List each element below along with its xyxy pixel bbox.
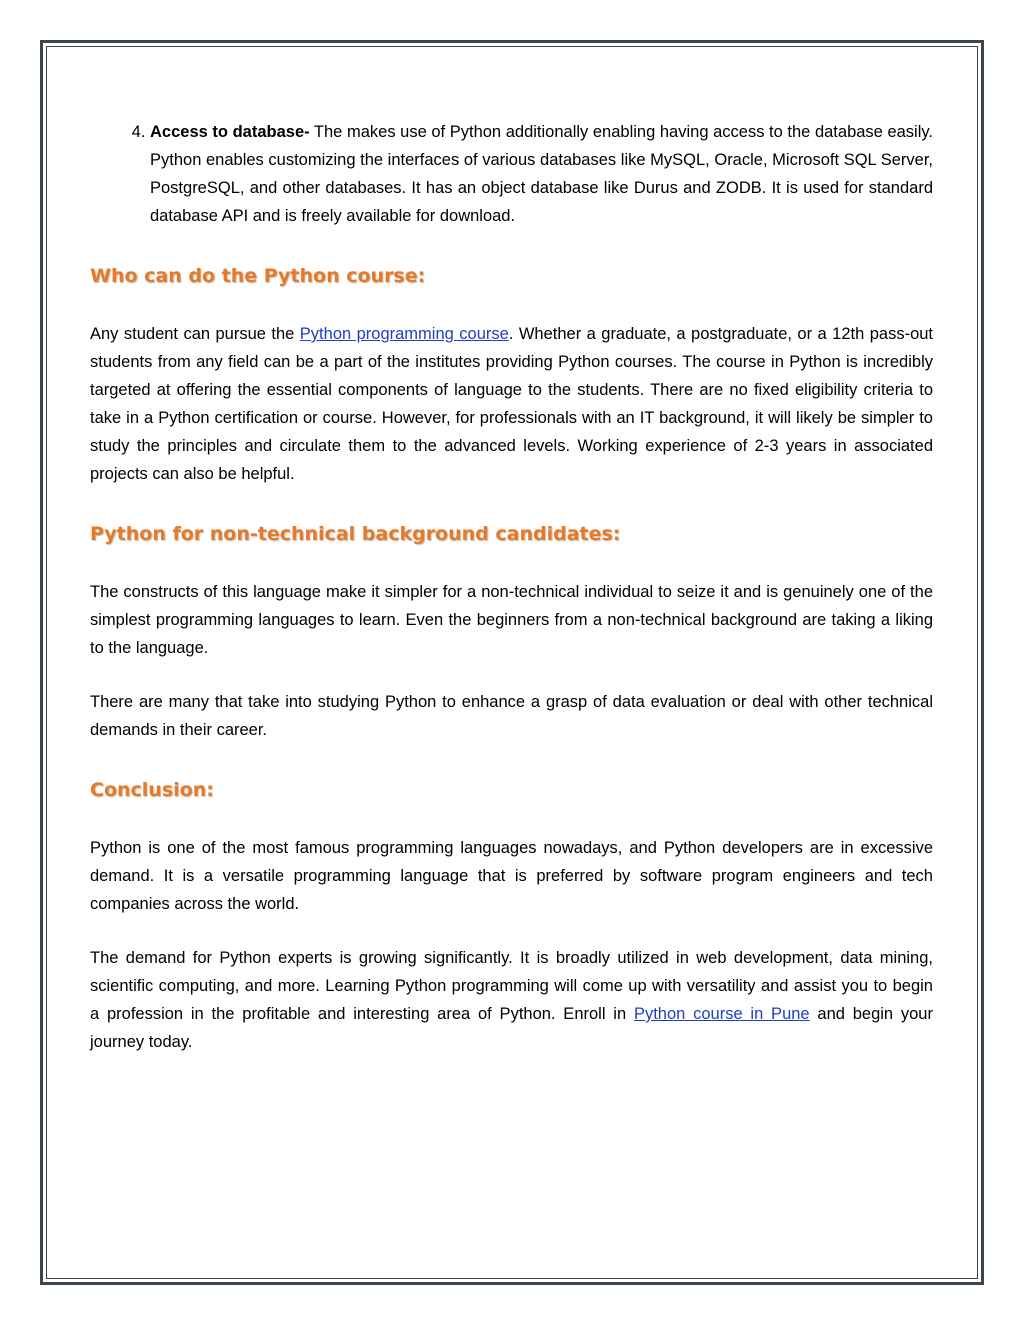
list-item-title: Access to database- <box>150 123 310 141</box>
paragraph-non-technical-2: There are many that take into studying Python to enhance a grasp of data evaluation or deal with other technical demands in their career. <box>90 693 933 739</box>
paragraph-text: and begin your journey today. <box>90 1005 933 1051</box>
paragraph-text: The demand for Python experts is growing significantly. It is broadly utilized in web development, data mining, scientific computing, and more. Learning Python programming will come up with versatility and assist you to begin a profession in the profitable and interesting area of Python. Enroll in <box>90 949 933 1023</box>
heading-conclusion: Conclusion: <box>90 779 214 801</box>
paragraph-text: Any student can pursue the <box>90 325 300 343</box>
python-course-in-pune-link[interactable]: Python course in Pune <box>633 1005 810 1023</box>
heading-non-technical: Python for non-technical background candidates: <box>90 523 621 545</box>
paragraph-conclusion-1: Python is one of the most famous programming languages nowadays, and Python developers are in excessive demand. It is a versatile programming language that is preferred by software program engineers and tech companies across the world. <box>90 839 933 913</box>
paragraph-non-technical-1: The constructs of this language make it simpler for a non-technical individual to seize it and is genuinely one of the simplest programming languages to learn. Even the beginners from a non-technical background are taking a liking to the language. <box>90 583 933 657</box>
paragraph-text: . Whether a graduate, a postgraduate, or a 12th pass-out students from any field can be a part of the institutes providing Python courses. The course in Python is incredibly targeted at offering the essential components of language to the students. There are no fixed eligibility criteria to take in a Python certification or course. However, for professionals with an IT background, it will likely be simpler to study the principles and circulate them to the advanced levels. Working experience of 2-3 years in associated projects can also be helpful. <box>90 325 934 483</box>
paragraph-conclusion-2 <box>90 944 933 1056</box>
numbered-list <box>90 118 933 230</box>
list-item-text: The makes use of Python additionally enabling having access to the database easily. Python enables customizing the interfaces of various databases like MySQL, Oracle, Microsoft SQL Server, PostgreSQL, and other databases. It has an object database like Durus and ZODB. It is used for standard database API and is freely available for download. <box>150 123 933 225</box>
python-programming-course-link[interactable]: Python programming course <box>299 325 509 343</box>
heading-who-can-do: Who can do the Python course: <box>90 265 426 287</box>
paragraph-who-can-do <box>90 320 933 488</box>
list-item-access-to-database <box>150 118 933 230</box>
document-body <box>90 118 933 1056</box>
